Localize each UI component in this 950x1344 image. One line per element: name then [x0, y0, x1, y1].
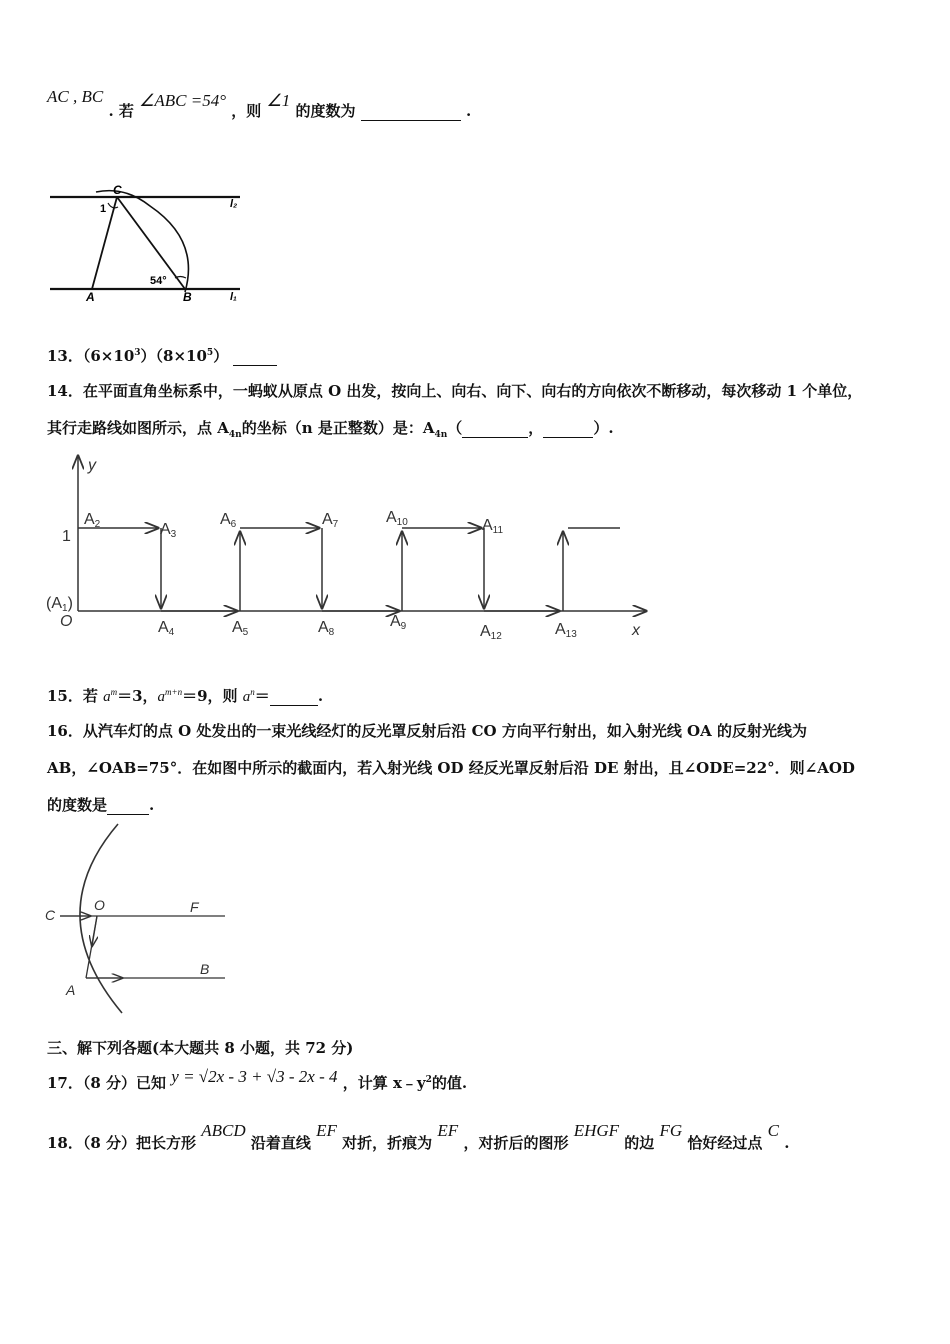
- q18-t3: ，对折后的图形: [463, 1134, 569, 1152]
- origin-label: O: [60, 613, 73, 630]
- q17-post: ，计算 x﹣y: [342, 1074, 426, 1092]
- q18-t1: 沿着直线: [250, 1134, 311, 1152]
- q14-sub2: 4n: [434, 430, 448, 440]
- question-17: [47, 1067, 468, 1093]
- q12-line: [47, 87, 472, 121]
- q13-exp1: 3: [134, 348, 141, 358]
- q18-m1: ABCD: [201, 1121, 246, 1140]
- question-16-line1: 16．从汽车灯的点 O 处发出的一束光线经灯的反光罩反射后沿 CO 方向平行射出，如入射光线 OA 的反射光线为: [47, 722, 807, 740]
- q15-a3: a: [242, 689, 251, 705]
- q18-m3: EF: [437, 1121, 459, 1140]
- label-o: O: [94, 897, 105, 913]
- q15-end: .: [317, 687, 324, 705]
- q17-pre: 17．（8 分）已知: [47, 1074, 167, 1092]
- label-a: A: [86, 290, 95, 304]
- question-16-line3: [47, 794, 154, 815]
- q13-close: ）: [213, 347, 229, 365]
- question-14-line1: 14．在平面直角坐标系中，一蚂蚁从原点 O 出发，按向上、向右、向下、向右的方向依次不断移动，每次移动 1 个单位，: [47, 382, 863, 400]
- q15-e1: m: [110, 687, 118, 697]
- q16-end: .: [149, 796, 155, 814]
- math-angle-abc: ∠ABC =54°: [139, 91, 226, 110]
- q18-m2: EF: [316, 1121, 337, 1140]
- answer-blank: [107, 796, 149, 815]
- q13-text: 13．（6×10: [47, 347, 135, 365]
- q14-text-c: （: [447, 419, 463, 437]
- q14-comma: ，: [528, 419, 544, 437]
- label-a: A: [66, 982, 76, 998]
- q18-end: .: [784, 1134, 790, 1152]
- q15-e2: m+n: [165, 687, 183, 697]
- label-f: F: [190, 899, 199, 915]
- q14-text-a: 其行走路线如图所示，点 A: [47, 419, 229, 437]
- question-14-line2: [47, 417, 614, 440]
- answer-blank-x: [462, 419, 528, 438]
- label-l2: l₂: [230, 198, 238, 210]
- q14-text-d: ）.: [593, 419, 614, 437]
- axis-x-label: x: [632, 622, 640, 639]
- q18-m6: C: [767, 1121, 779, 1140]
- q15-e3: n: [250, 687, 255, 697]
- tick-1: 1: [62, 528, 71, 545]
- q12-end: .: [465, 102, 472, 120]
- q17-post2: 的值.: [431, 1074, 468, 1092]
- label-b: B: [183, 290, 192, 304]
- question-15: [47, 685, 323, 706]
- question-16-line2: AB，∠OAB=75°．在如图中所示的截面内，若入射光线 OD 经反光罩反射后沿 DE 射出，且∠ODE=22°．则∠AOD: [47, 759, 855, 777]
- q18-t2: 对折，折痕为: [342, 1134, 433, 1152]
- q12-text-degree: 的度数为: [295, 102, 356, 120]
- point-label-a8: A8: [318, 619, 335, 638]
- q15-eq1: ＝3，: [117, 687, 158, 705]
- label-1: 1: [100, 203, 107, 215]
- point-label-a5: A5: [232, 619, 249, 638]
- q15-a1: a: [103, 689, 111, 705]
- q12-text-if: . 若: [108, 102, 134, 120]
- label-b: B: [200, 961, 210, 977]
- figure-reflector: [40, 820, 240, 1020]
- question-18: [47, 1121, 790, 1153]
- q15-a2: a: [157, 689, 166, 705]
- q17-exp: 2: [425, 1075, 432, 1085]
- label-c: C: [45, 907, 56, 923]
- q13-mid: ）（8×10: [140, 347, 207, 365]
- q18-t4: 的边: [624, 1134, 655, 1152]
- answer-blank: [361, 102, 461, 121]
- q18-t5: 恰好经过点: [687, 1134, 763, 1152]
- point-label-a13: A13: [555, 621, 577, 640]
- math-angle-1: ∠1: [266, 91, 291, 110]
- q12-text-then: ，则: [231, 102, 262, 120]
- math-ac-bc: AC , BC: [47, 87, 104, 106]
- label-l1: l₁: [230, 291, 237, 303]
- point-label-a6: A6: [220, 511, 237, 530]
- q13-exp2: 5: [206, 348, 214, 358]
- point-label-a12: A12: [480, 623, 502, 642]
- figure-ant-path: [40, 448, 660, 648]
- point-label-a4: A4: [158, 619, 175, 638]
- q15-eq2: ＝9，则: [182, 687, 243, 705]
- question-13: [47, 345, 277, 366]
- section-3-heading: 三、解下列各题(本大题共 8 小题，共 72 分): [47, 1039, 354, 1057]
- point-label-a7: A7: [322, 511, 339, 530]
- q14-text-b: 的坐标（n 是正整数）是：A: [241, 419, 435, 437]
- point-label-a11: A11: [482, 517, 504, 536]
- axis-y-label: y: [88, 457, 96, 474]
- label-a1: (A1): [46, 595, 73, 614]
- q16-line3-text: 的度数是: [47, 796, 108, 814]
- point-label-a9: A9: [390, 613, 407, 632]
- answer-blank: [270, 687, 318, 706]
- figure-parallel-lines: [40, 180, 260, 310]
- point-label-a2: A2: [84, 511, 101, 530]
- q14-sub1: 4n: [228, 430, 242, 440]
- label-c: C: [113, 183, 122, 197]
- label-54: 54°: [150, 275, 167, 287]
- q15-pre: 15．若: [47, 687, 104, 705]
- q15-eq3: ＝: [254, 687, 270, 705]
- answer-blank: [233, 347, 277, 366]
- q17-math: y = √2x - 3 + √3 - 2x - 4: [171, 1067, 338, 1086]
- q18-pre: 18．（8 分）把长方形: [47, 1134, 197, 1152]
- q18-m5: FG: [659, 1121, 683, 1140]
- point-label-a10: A10: [386, 509, 408, 528]
- q18-m4: EHGF: [573, 1121, 620, 1140]
- answer-blank-y: [543, 419, 593, 438]
- point-label-a3: A3: [160, 521, 177, 540]
